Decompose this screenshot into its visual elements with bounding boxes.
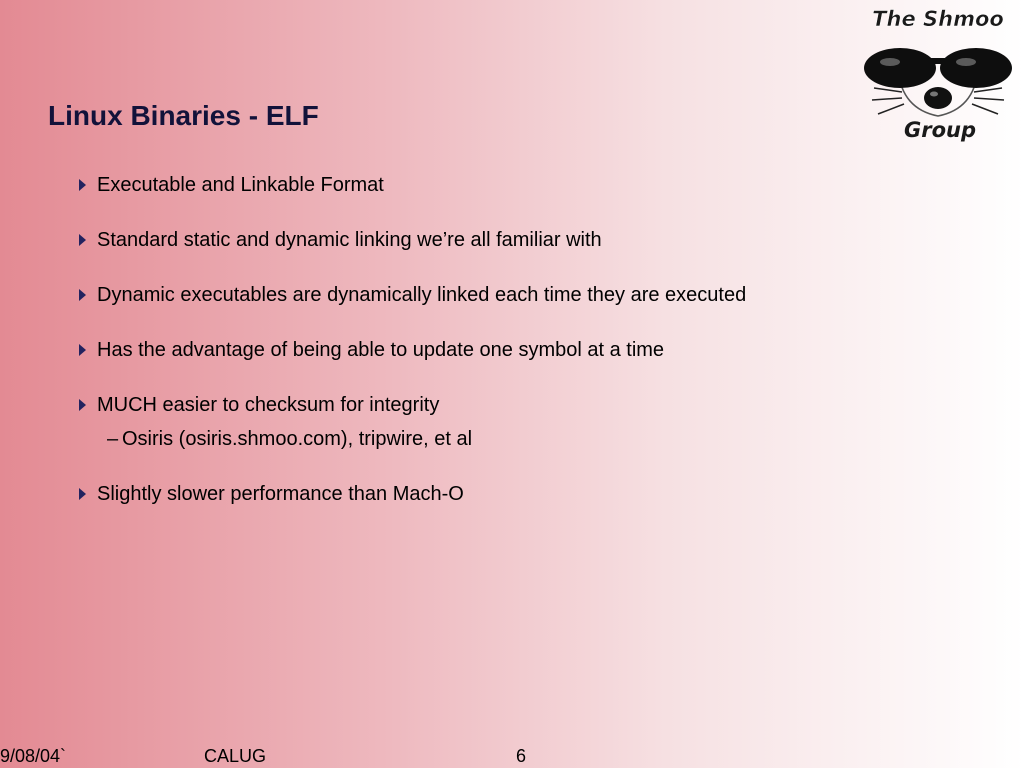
slide-title: Linux Binaries - ELF <box>48 100 319 131</box>
sub-bullet-text: Osiris (osiris.shmoo.com), tripwire, et al <box>122 428 473 450</box>
shmoo-logo-icon <box>852 4 1024 150</box>
svg-text:Group: Group <box>903 118 977 142</box>
footer-page-number: 6 <box>516 746 527 766</box>
shmoo-group-logo <box>852 4 1024 150</box>
sub-bullet-item <box>97 424 978 454</box>
bullet-text: Executable and Linkable Format <box>97 174 384 196</box>
bullet-item <box>78 335 978 365</box>
bullet-item <box>78 479 978 509</box>
footer-date: 9/08/04` <box>0 746 67 766</box>
bullet-text: Has the advantage of being able to update one symbol at a time <box>97 339 665 361</box>
sub-bullet-dash: – <box>107 428 119 450</box>
svg-text:The Shmoo: The Shmoo <box>872 7 1004 31</box>
bullet-text: MUCH easier to checksum for integrity <box>97 394 440 416</box>
bullet-arrow-icon <box>79 179 86 191</box>
bullet-list <box>78 170 978 534</box>
bullet-arrow-icon <box>79 399 86 411</box>
bullet-arrow-icon <box>79 234 86 246</box>
bullet-arrow-icon <box>79 289 86 301</box>
bullet-item <box>78 280 978 310</box>
bullet-arrow-icon <box>79 344 86 356</box>
bullet-item <box>78 170 978 200</box>
bullet-item <box>78 390 978 454</box>
bullet-text: Slightly slower performance than Mach-O <box>97 483 464 505</box>
bullet-arrow-icon <box>79 488 86 500</box>
footer-title: CALUG <box>204 746 267 766</box>
bullet-text: Standard static and dynamic linking we’re all familiar with <box>97 229 602 251</box>
bullet-text: Dynamic executables are dynamically linked each time they are executed <box>97 284 747 306</box>
bullet-item <box>78 225 978 255</box>
